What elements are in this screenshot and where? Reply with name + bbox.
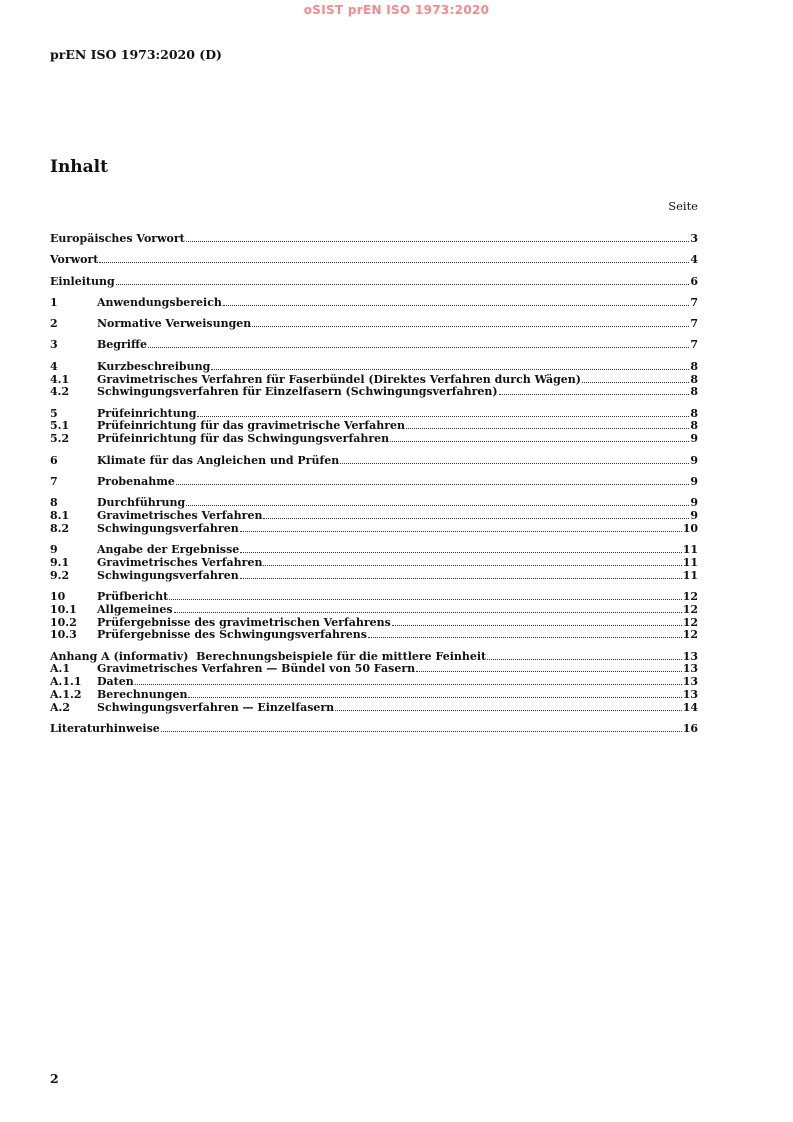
toc-leader-dots <box>186 505 689 506</box>
table-of-contents <box>50 233 698 744</box>
toc-entry-title: Probenahme <box>97 474 175 488</box>
toc-leader-dots <box>186 241 690 242</box>
toc-leader-dots <box>135 684 682 685</box>
toc-entry[interactable] <box>50 723 698 736</box>
toc-entry[interactable] <box>50 663 698 676</box>
toc-entry-number: 8.1 <box>50 508 70 522</box>
toc-entry[interactable] <box>50 276 698 289</box>
toc-entry-page: 3 <box>690 232 698 245</box>
toc-entry-title: Daten <box>97 675 134 689</box>
toc-entry[interactable] <box>50 433 698 446</box>
toc-entry-page: 8 <box>690 419 698 433</box>
toc-entry[interactable] <box>50 523 698 536</box>
toc-group <box>50 254 698 267</box>
toc-entry-number: 10 <box>50 589 66 603</box>
toc-leader-dots <box>368 637 682 638</box>
toc-entry-number: 8.2 <box>50 521 70 535</box>
toc-entry-number: 1 <box>50 295 58 309</box>
toc-entry[interactable] <box>50 254 698 267</box>
toc-entry-title: Schwingungsverfahren <box>97 521 239 535</box>
toc-entry[interactable] <box>50 689 698 702</box>
page-column-label: Seite <box>668 199 698 213</box>
toc-entry-page: 8 <box>690 406 698 420</box>
toc-entry-page: 13 <box>682 675 698 689</box>
toc-entry-title: Kurzbeschreibung <box>97 359 211 373</box>
toc-entry[interactable] <box>50 591 698 604</box>
toc-entry-number: 10.3 <box>50 628 77 642</box>
toc-leader-dots <box>99 262 689 263</box>
toc-entry[interactable] <box>50 702 698 715</box>
toc-entry-number: 8 <box>50 496 58 510</box>
toc-entry-page: 9 <box>690 432 698 446</box>
toc-entry[interactable] <box>50 544 698 557</box>
toc-entry-page: 9 <box>690 453 698 467</box>
toc-entry-page: 8 <box>690 359 698 373</box>
toc-entry-page: 11 <box>682 543 698 557</box>
toc-entry[interactable] <box>50 233 698 246</box>
toc-entry[interactable] <box>50 604 698 617</box>
toc-group <box>50 339 698 352</box>
toc-leader-dots <box>197 416 689 417</box>
toc-leader-dots <box>223 305 689 306</box>
toc-entry-number: A.1.1 <box>50 675 82 689</box>
toc-entry-title: Prüfergebnisse des Schwingungsverfahrens <box>97 628 367 642</box>
toc-entry[interactable] <box>50 297 698 310</box>
toc-entry-number: 2 <box>50 317 58 331</box>
toc-entry[interactable] <box>50 476 698 489</box>
page-title: Inhalt <box>50 157 108 177</box>
toc-leader-dots <box>211 369 689 370</box>
toc-entry-title: Anwendungsbereich <box>97 295 222 309</box>
toc-entry-page: 9 <box>690 508 698 522</box>
toc-entry-number: 3 <box>50 338 58 352</box>
toc-leader-dots <box>176 484 689 485</box>
toc-entry[interactable] <box>50 318 698 331</box>
toc-entry-title: Literaturhinweise <box>50 722 160 736</box>
toc-entry-number: 7 <box>50 474 58 488</box>
toc-entry-title: Schwingungsverfahren — Einzelfasern <box>97 700 335 714</box>
toc-entry-title: Einleitung <box>50 274 115 288</box>
toc-leader-dots <box>148 347 689 348</box>
toc-entry-page: 4 <box>690 253 698 267</box>
toc-entry-page: 9 <box>690 474 698 488</box>
toc-entry-page: 11 <box>682 555 698 569</box>
toc-group <box>50 591 698 642</box>
toc-entry-page: 7 <box>690 317 698 331</box>
toc-entry-page: 10 <box>682 521 698 535</box>
toc-group <box>50 455 698 468</box>
toc-group <box>50 476 698 489</box>
toc-entry[interactable] <box>50 570 698 583</box>
toc-leader-dots <box>252 326 689 327</box>
toc-entry-page: 6 <box>690 274 698 288</box>
toc-entry-page: 12 <box>682 615 698 629</box>
toc-group <box>50 361 698 399</box>
toc-leader-dots <box>499 394 690 395</box>
toc-entry[interactable] <box>50 557 698 570</box>
toc-entry-title: Prüfeinrichtung für das gravimetrische Verfahren <box>97 419 405 433</box>
toc-leader-dots <box>263 518 689 519</box>
toc-entry-number: 9.1 <box>50 555 70 569</box>
toc-entry[interactable] <box>50 455 698 468</box>
toc-entry-page: 13 <box>682 688 698 702</box>
toc-entry-title: Berechnungen <box>97 688 188 702</box>
toc-entry-number: A.1 <box>50 662 71 676</box>
toc-group <box>50 497 698 535</box>
toc-entry[interactable] <box>50 510 698 523</box>
toc-entry-title: Anhang A (informativ) Berechnungsbeispiele für die mittlere Feinheit <box>50 649 487 663</box>
watermark: oSIST prEN ISO 1973:2020 <box>303 3 490 17</box>
toc-entry-title: Gravimetrisches Verfahren — Bündel von 50 Fasern <box>97 662 416 676</box>
toc-entry-number: 9.2 <box>50 568 70 582</box>
toc-entry-page: 7 <box>690 338 698 352</box>
toc-entry-page: 7 <box>690 295 698 309</box>
toc-leader-dots <box>169 599 681 600</box>
toc-leader-dots <box>582 382 689 383</box>
toc-leader-dots <box>240 531 682 532</box>
toc-entry-page: 16 <box>682 722 698 736</box>
toc-entry-page: 14 <box>682 700 698 714</box>
toc-entry[interactable] <box>50 386 698 399</box>
toc-leader-dots <box>240 578 682 579</box>
toc-entry-page: 12 <box>682 628 698 642</box>
toc-entry-title: Vorwort <box>50 253 99 267</box>
toc-entry-page: 13 <box>682 662 698 676</box>
toc-entry-number: 10.1 <box>50 602 77 616</box>
toc-entry-title: Gravimetrisches Verfahren <box>97 555 263 569</box>
toc-leader-dots <box>390 441 689 442</box>
toc-entry-page: 8 <box>690 372 698 386</box>
toc-entry-page: 12 <box>682 589 698 603</box>
toc-entry-title: Gravimetrisches Verfahren <box>97 508 263 522</box>
toc-entry-number: 5.2 <box>50 432 70 446</box>
toc-leader-dots <box>416 671 682 672</box>
toc-entry-number: 9 <box>50 543 58 557</box>
toc-group <box>50 408 698 446</box>
toc-leader-dots <box>240 552 681 553</box>
toc-group <box>50 723 698 736</box>
toc-leader-dots <box>406 428 689 429</box>
toc-leader-dots <box>263 565 681 566</box>
toc-group <box>50 233 698 246</box>
page-number: 2 <box>50 1071 59 1086</box>
toc-entry-title: Prüfeinrichtung <box>97 406 197 420</box>
toc-entry-number: 4.1 <box>50 372 70 386</box>
toc-entry-title: Schwingungsverfahren für Einzelfasern (Schwingungsverfahren) <box>97 385 498 399</box>
toc-entry-page: 13 <box>682 649 698 663</box>
toc-entry-number: 10.2 <box>50 615 77 629</box>
toc-leader-dots <box>188 697 681 698</box>
toc-group <box>50 297 698 310</box>
toc-entry-title: Angabe der Ergebnisse <box>97 543 240 557</box>
toc-entry-title: Normative Verweisungen <box>97 317 252 331</box>
toc-entry-title: Gravimetrisches Verfahren für Faserbündel (Direktes Verfahren durch Wägen) <box>97 372 582 386</box>
toc-leader-dots <box>392 625 682 626</box>
toc-entry-title: Prüfeinrichtung für das Schwingungsverfahren <box>97 432 390 446</box>
toc-entry-page: 8 <box>690 385 698 399</box>
toc-entry-title: Klimate für das Angleichen und Prüfen <box>97 453 340 467</box>
toc-entry-number: 5 <box>50 406 58 420</box>
toc-group <box>50 276 698 289</box>
toc-entry-title: Schwingungsverfahren <box>97 568 239 582</box>
toc-leader-dots <box>116 284 690 285</box>
toc-entry-page: 11 <box>682 568 698 582</box>
toc-leader-dots <box>487 659 682 660</box>
toc-entry[interactable] <box>50 339 698 352</box>
toc-entry-title: Durchführung <box>97 496 186 510</box>
toc-leader-dots <box>174 612 682 613</box>
toc-leader-dots <box>340 463 689 464</box>
toc-entry-title: Prüfergebnisse des gravimetrischen Verfahrens <box>97 615 391 629</box>
toc-entry-title: Allgemeines <box>97 602 173 616</box>
toc-group <box>50 651 698 715</box>
toc-entry[interactable] <box>50 629 698 642</box>
toc-group <box>50 544 698 582</box>
toc-entry-number: 4 <box>50 359 58 373</box>
toc-entry[interactable] <box>50 361 698 374</box>
toc-entry-number: A.2 <box>50 700 71 714</box>
toc-group <box>50 318 698 331</box>
document-id: prEN ISO 1973:2020 (D) <box>50 47 222 62</box>
toc-entry-page: 9 <box>690 496 698 510</box>
toc-entry-page: 12 <box>682 602 698 616</box>
toc-entry-title: Begriffe <box>97 338 147 352</box>
toc-entry-number: 6 <box>50 453 58 467</box>
toc-entry-number: 5.1 <box>50 419 70 433</box>
toc-leader-dots <box>161 731 682 732</box>
toc-entry-number: A.1.2 <box>50 688 82 702</box>
toc-entry-number: 4.2 <box>50 385 70 399</box>
toc-leader-dots <box>335 710 682 711</box>
toc-entry-title: Europäisches Vorwort <box>50 232 185 245</box>
toc-entry-title: Prüfbericht <box>97 589 169 603</box>
